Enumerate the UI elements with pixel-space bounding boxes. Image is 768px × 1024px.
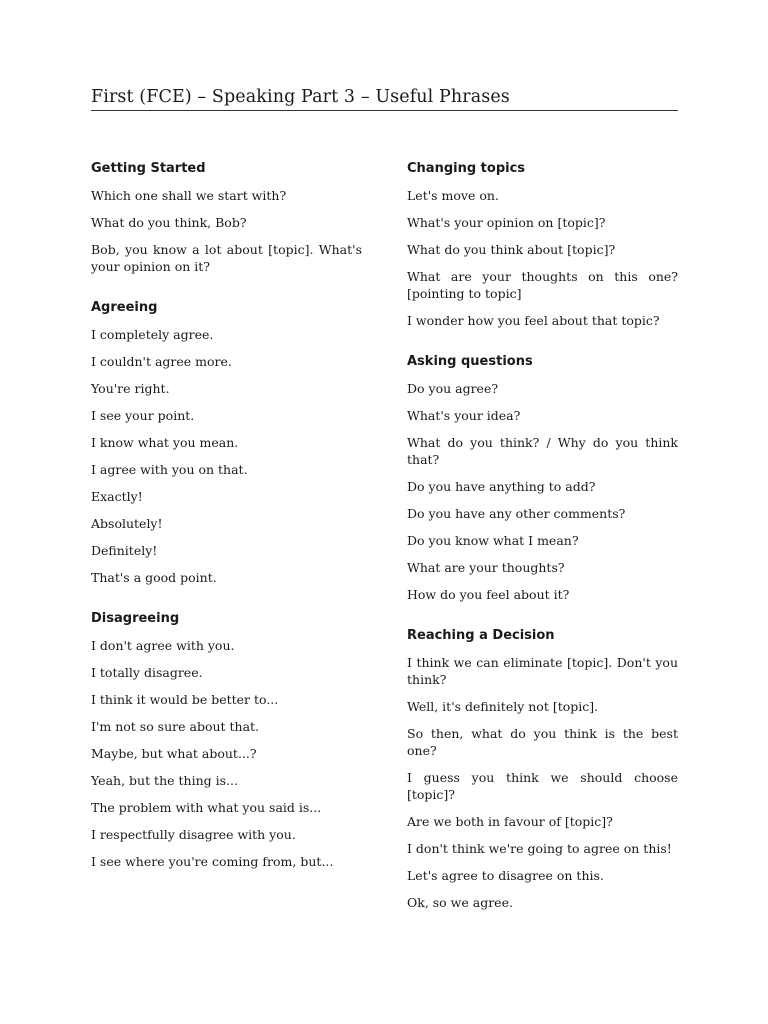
section-heading: Reaching a Decision — [407, 628, 555, 643]
section-disagreeing — [91, 610, 362, 870]
phrase-item: You're right. — [91, 381, 170, 396]
phrase-item: I don't agree with you. — [91, 638, 235, 653]
phrase-item: I completely agree. — [91, 327, 214, 342]
phrase-item: Yeah, but the thing is... — [91, 773, 238, 788]
phrase-item: Maybe, but what about...? — [91, 746, 257, 761]
phrase-item: Do you know what I mean? — [407, 533, 579, 548]
phrase-item: Well, it's definitely not [topic]. — [407, 699, 599, 714]
phrase-item: I totally disagree. — [91, 665, 203, 680]
section-asking-questions — [407, 353, 678, 603]
section-heading: Getting Started — [91, 161, 206, 176]
phrase-item: I respectfully disagree with you. — [91, 827, 296, 842]
phrase-item: What do you think, Bob? — [91, 215, 247, 230]
phrase-item: What are your thoughts? — [407, 560, 565, 575]
phrase-item: I know what you mean. — [91, 435, 239, 450]
phrase-item: I wonder how you feel about that topic? — [407, 313, 660, 328]
phrase-item: Exactly! — [91, 489, 143, 504]
phrase-item: I see where you're coming from, but... — [91, 854, 334, 869]
phrase-item: How do you feel about it? — [407, 587, 570, 602]
section-heading: Disagreeing — [91, 611, 180, 626]
phrase-item: That's a good point. — [91, 570, 217, 585]
phrase-item: I think it would be better to... — [91, 692, 279, 707]
section-reaching-a-decision — [407, 627, 678, 911]
phrase-item: Which one shall we start with? — [91, 188, 287, 203]
phrase-item: What's your opinion on [topic]? — [407, 215, 606, 230]
phrase-item: Do you have anything to add? — [407, 479, 596, 494]
section-heading: Changing topics — [407, 161, 526, 176]
left-column — [91, 160, 362, 880]
phrase-item: What do you think? / Why do you think that? — [407, 435, 678, 467]
phrase-item: So then, what do you think is the best one? — [407, 726, 678, 758]
section-heading: Asking questions — [407, 354, 533, 369]
section-getting-started — [91, 160, 362, 275]
phrase-item: I'm not so sure about that. — [91, 719, 260, 734]
phrase-item: I guess you think we should choose [topic]? — [407, 770, 678, 802]
section-changing-topics — [407, 160, 678, 329]
right-column — [407, 160, 678, 921]
phrase-item: I think we can eliminate [topic]. Don't you think? — [407, 655, 678, 687]
page-title: First (FCE) – Speaking Part 3 – Useful Phrases — [91, 86, 678, 111]
phrase-item: Definitely! — [91, 543, 158, 558]
phrase-item: I see your point. — [91, 408, 195, 423]
phrase-item: I agree with you on that. — [91, 462, 248, 477]
phrase-item: I couldn't agree more. — [91, 354, 232, 369]
phrase-item: Are we both in favour of [topic]? — [407, 814, 613, 829]
phrase-item: Let's move on. — [407, 188, 499, 203]
phrase-item: Bob, you know a lot about [topic]. What's your opinion on it? — [91, 242, 362, 274]
section-heading: Agreeing — [91, 300, 158, 315]
phrase-item: What's your idea? — [407, 408, 521, 423]
phrase-item: Absolutely! — [91, 516, 163, 531]
phrase-item: Let's agree to disagree on this. — [407, 868, 604, 883]
phrase-item: The problem with what you said is... — [91, 800, 322, 815]
section-agreeing — [91, 299, 362, 586]
phrase-item: I don't think we're going to agree on this! — [407, 841, 672, 856]
phrase-item: What are your thoughts on this one? [pointing to topic] — [407, 269, 678, 301]
phrase-item: Do you have any other comments? — [407, 506, 626, 521]
phrase-item: Do you agree? — [407, 381, 499, 396]
phrase-item: What do you think about [topic]? — [407, 242, 616, 257]
phrase-item: Ok, so we agree. — [407, 895, 513, 910]
